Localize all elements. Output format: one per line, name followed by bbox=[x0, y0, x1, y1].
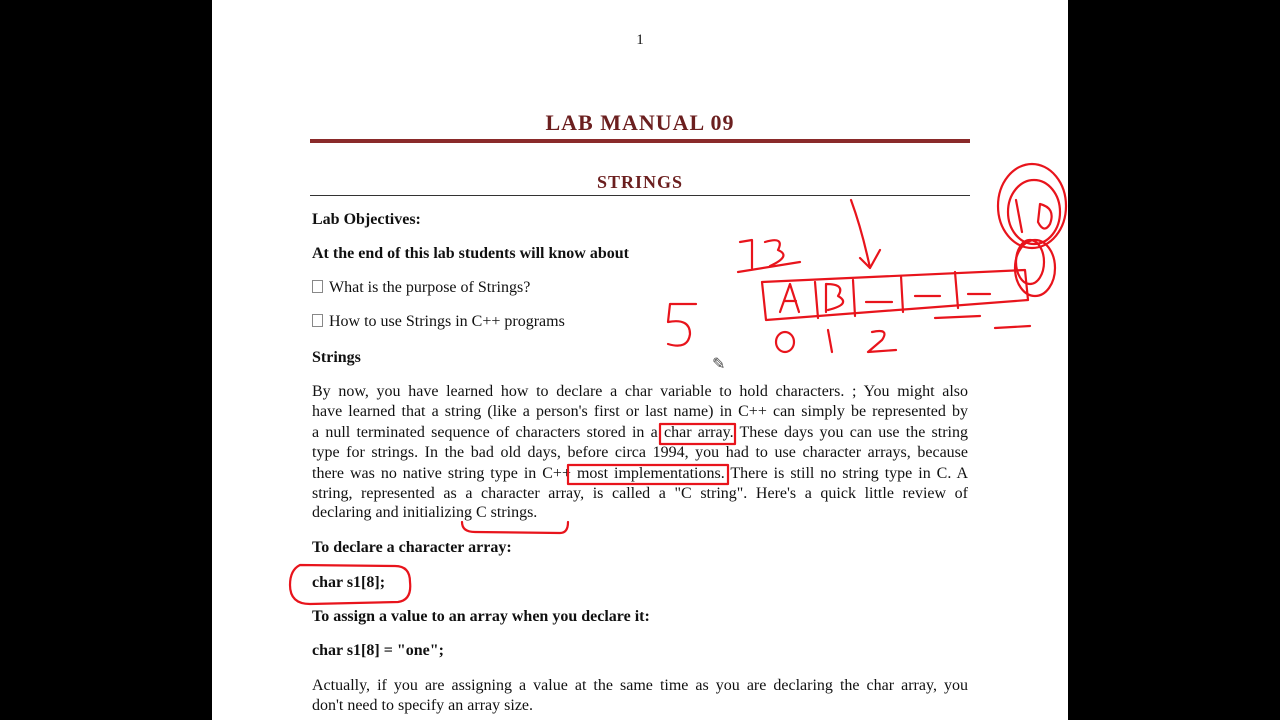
paragraph-line: have learned that a string (like a person's first or last name) in C++ can simply be represented by bbox=[312, 403, 968, 421]
objective-text: How to use Strings in C++ programs bbox=[329, 313, 565, 330]
page-number: 1 bbox=[636, 32, 644, 48]
paragraph-line: By now, you have learned how to declare a char variable to hold characters. ; You might also bbox=[312, 383, 968, 400]
pencil-cursor-icon: ✎ bbox=[712, 354, 726, 373]
paragraph-last-line: declaring and initializing C strings. bbox=[312, 504, 538, 521]
paragraph-line: string, represented as a character array, is called a "C string". Here's a quick little review of bbox=[312, 484, 968, 502]
strings-paragraph bbox=[312, 382, 968, 504]
assign-heading: To assign a value to an array when you declare it: bbox=[312, 608, 650, 625]
section-title: STRINGS bbox=[596, 172, 684, 192]
bullet-icon bbox=[312, 280, 323, 293]
declare-code: char s1[8]; bbox=[312, 574, 386, 591]
paragraph-line: Actually, if you are assigning a value at the same time as you are declaring the char array, you bbox=[312, 677, 968, 694]
objectives-intro: At the end of this lab students will know about bbox=[312, 245, 629, 262]
title-rule bbox=[310, 139, 970, 143]
objective-item bbox=[312, 279, 530, 297]
paragraph-line: there was no native string type in C++ most implementations. There is still no string type in C. A bbox=[312, 464, 968, 482]
paragraph-line: type for strings. In the bad old days, before circa 1994, you had to use character arrays, because bbox=[312, 444, 968, 462]
declare-heading: To declare a character array: bbox=[312, 539, 512, 556]
paragraph-line: a null terminated sequence of characters stored in a char array. These days you can use the string bbox=[312, 423, 968, 441]
actually-last-line: don't need to specify an array size. bbox=[312, 697, 534, 714]
assign-code: char s1[8] = "one"; bbox=[312, 642, 444, 659]
page-title: LAB MANUAL 09 bbox=[545, 110, 735, 135]
strings-heading: Strings bbox=[312, 349, 361, 366]
objective-item bbox=[312, 313, 565, 331]
objective-text: What is the purpose of Strings? bbox=[329, 279, 531, 296]
objectives-heading: Lab Objectives: bbox=[312, 211, 421, 228]
bullet-icon bbox=[312, 314, 323, 327]
section-rule bbox=[310, 195, 970, 196]
actually-paragraph bbox=[312, 676, 968, 696]
document-page bbox=[212, 0, 1068, 720]
